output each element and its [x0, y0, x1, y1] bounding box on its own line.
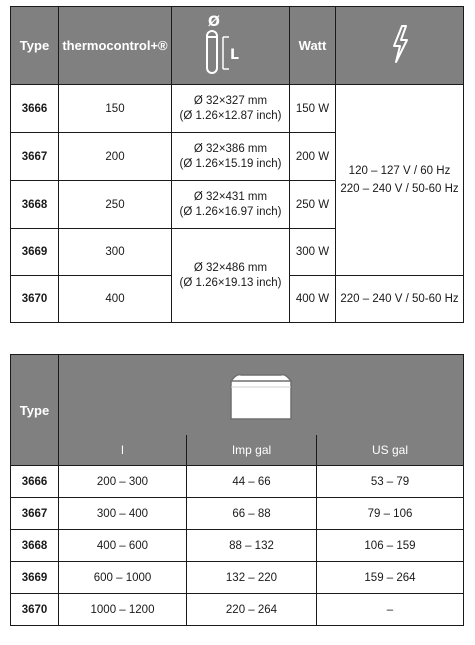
lightning-bolt-icon: [388, 24, 412, 64]
type-cell: 3667: [11, 133, 59, 181]
type-cell: 3670: [11, 276, 59, 323]
length-symbol: L: [229, 47, 239, 63]
imp-gal-cell: 66 – 88: [187, 498, 317, 530]
liters-cell: 200 – 300: [59, 466, 187, 498]
imp-gal-cell: 44 – 66: [187, 466, 317, 498]
dimension-mm: Ø 32×486 mm: [193, 261, 268, 274]
liters-header: l: [59, 435, 187, 466]
thermo-cell: 250: [59, 181, 172, 229]
dimension-inch: (Ø 1.26×15.19 inch): [179, 157, 282, 170]
table-row: [11, 85, 464, 133]
liters-cell: 1000 – 1200: [59, 594, 187, 626]
liters-cell: 300 – 400: [59, 498, 187, 530]
type-cell: 3667: [11, 498, 59, 530]
thermo-cell: 400: [59, 276, 172, 323]
us-gal-header: US gal: [317, 435, 464, 466]
voltage-header: [336, 7, 464, 85]
voltage-line-2: 220 – 240 V / 50-60 Hz: [340, 183, 459, 195]
table-row: [11, 466, 464, 498]
us-gal-cell: 79 – 106: [317, 498, 464, 530]
us-gal-cell: –: [317, 594, 464, 626]
table-row: [11, 562, 464, 594]
type-cell: 3669: [11, 229, 59, 276]
type-cell: 3666: [11, 466, 59, 498]
heater-dimension-icon: [201, 11, 261, 77]
dimension-header: [172, 7, 290, 85]
table-row: [11, 530, 464, 562]
us-gal-cell: 159 – 264: [317, 562, 464, 594]
imp-gal-header: Imp gal: [187, 435, 317, 466]
watt-cell: 150 W: [290, 85, 336, 133]
table-row: [11, 498, 464, 530]
dimension-mm: Ø 32×327 mm: [193, 94, 268, 107]
heater-spec-table: [10, 6, 464, 323]
type-header: Type: [11, 7, 59, 85]
tank-volume-table: [10, 354, 464, 626]
type-cell: 3666: [11, 85, 59, 133]
liters-cell: 600 – 1000: [59, 562, 187, 594]
us-gal-cell: 53 – 79: [317, 466, 464, 498]
dimension-cell-shared: [172, 229, 290, 323]
dimension-mm: Ø 32×431 mm: [193, 190, 268, 203]
voltage-line-1: 120 – 127 V / 60 Hz: [348, 165, 451, 177]
voltage-cell-group: [336, 85, 464, 276]
type-cell: 3668: [11, 181, 59, 229]
thermo-cell: 200: [59, 133, 172, 181]
watt-cell: 200 W: [290, 133, 336, 181]
diameter-symbol: Ø: [207, 14, 220, 30]
tank-icon-header: [59, 355, 464, 435]
imp-gal-cell: 220 – 264: [187, 594, 317, 626]
thermocontrol-header: thermocontrol+®: [59, 7, 172, 85]
dimension-inch: (Ø 1.26×12.87 inch): [179, 109, 282, 122]
watt-header: Watt: [290, 7, 336, 85]
us-gal-cell: 106 – 159: [317, 530, 464, 562]
dimension-mm: Ø 32×386 mm: [193, 142, 268, 155]
liters-cell: 400 – 600: [59, 530, 187, 562]
type-cell: 3669: [11, 562, 59, 594]
imp-gal-cell: 132 – 220: [187, 562, 317, 594]
watt-cell: 250 W: [290, 181, 336, 229]
dimension-inch: (Ø 1.26×19.13 inch): [179, 276, 282, 289]
imp-gal-cell: 88 – 132: [187, 530, 317, 562]
dimension-inch: (Ø 1.26×16.97 inch): [179, 205, 282, 218]
watt-cell: 400 W: [290, 276, 336, 323]
dimension-cell: [172, 133, 290, 181]
dimension-cell: [172, 85, 290, 133]
thermo-cell: 150: [59, 85, 172, 133]
dimension-cell: [172, 181, 290, 229]
type-cell: 3670: [11, 594, 59, 626]
type-cell: 3668: [11, 530, 59, 562]
heater-spec-header-row: [11, 7, 464, 85]
table-row: [11, 594, 464, 626]
tank-volume-header-row: [11, 355, 464, 435]
tank-volume-subheader-row: [11, 435, 464, 466]
thermo-cell: 300: [59, 229, 172, 276]
watt-cell: 300 W: [290, 229, 336, 276]
voltage-cell: 220 – 240 V / 50-60 Hz: [336, 276, 464, 323]
aquarium-tank-icon: [227, 369, 295, 421]
type-header: Type: [11, 355, 59, 466]
